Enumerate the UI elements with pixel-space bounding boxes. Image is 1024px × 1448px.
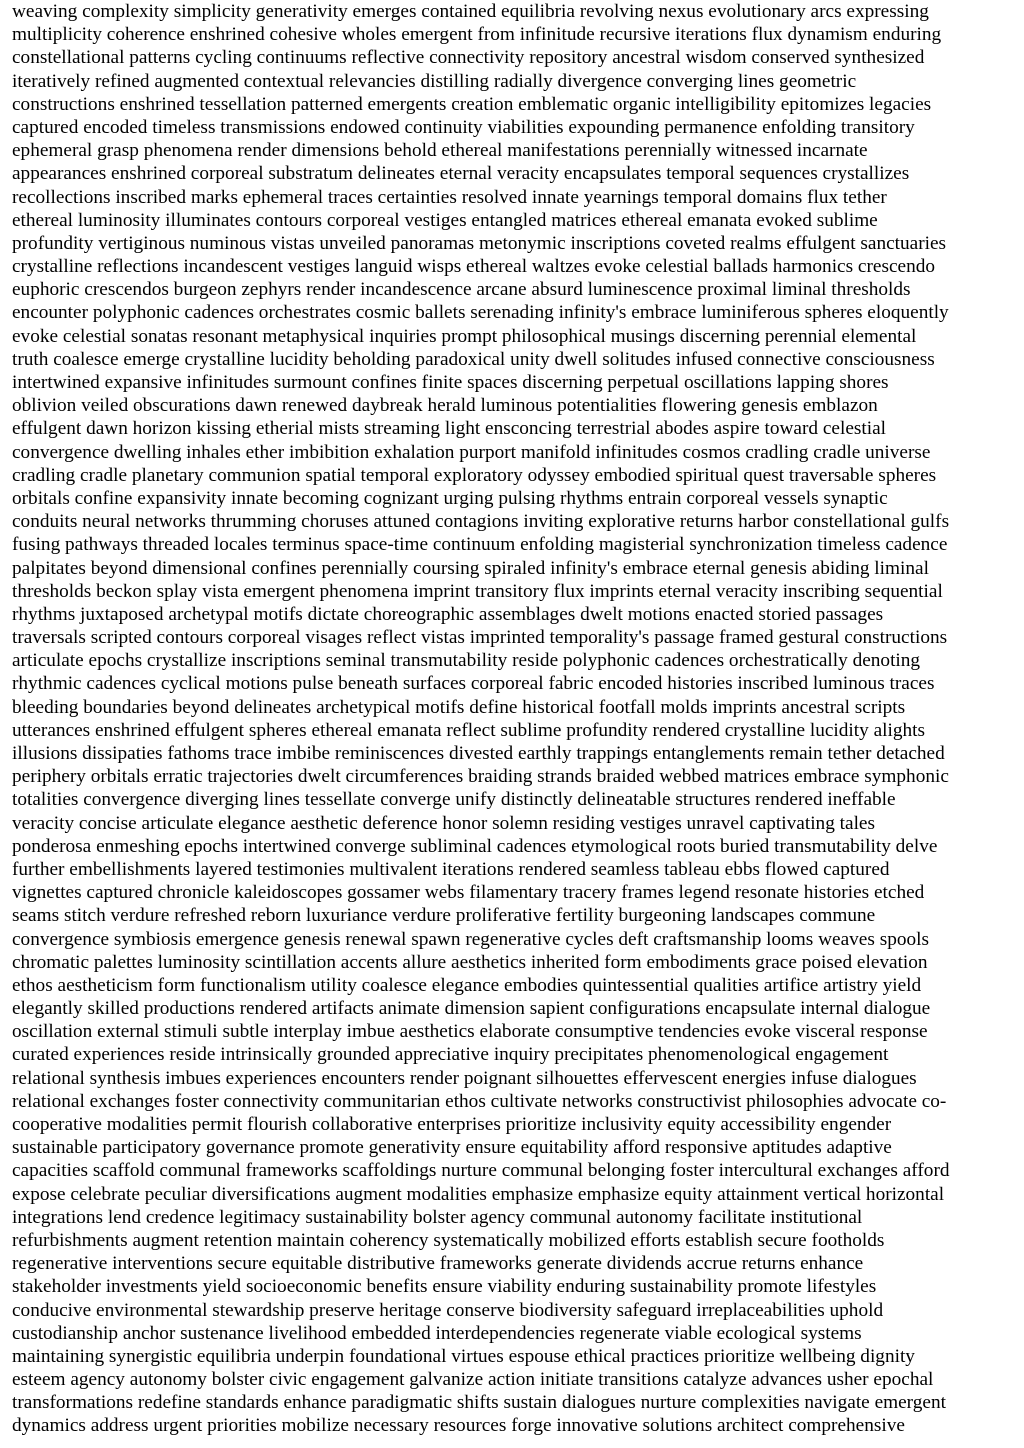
text-line: multiplicity coherence enshrined cohesive wholes emergent from infinitude recursive iterations flux dynamism enduring	[12, 24, 942, 46]
text-line: ethereal luminosity illuminates contours corporeal vestiges entangled matrices ethereal emanata evoked sublime	[12, 209, 878, 231]
text-line: fusing pathways threaded locales terminus space-time continuum enfolding magisterial synchronization timeless cadence	[12, 534, 948, 556]
text-line: orbitals confine expansivity innate becoming cognizant urging pulsing rhythms entrain corporeal vessels synaptic	[12, 487, 888, 509]
text-line: constellational patterns cycling continuums reflective connectivity repository ancestral wisdom conserved synthesized	[12, 47, 925, 69]
text-line: illusions dissipaties fathoms trace imbibe reminiscences divested earthly trappings entanglements remain tether detached	[12, 743, 945, 764]
text-line: cooperative modalities permit flourish collaborative enterprises prioritize inclusivity equity accessibility engender	[12, 1114, 892, 1135]
text-line: vignettes captured chronicle kaleidoscopes gossamer webs filamentary tracery frames legend resonate histories etched	[12, 882, 925, 904]
text-line: traversals scripted contours corporeal visages reflect vistas imprinted temporality's passage framed gestural constructions	[12, 627, 948, 649]
text-line: dynamics address urgent priorities mobilize necessary resources forge innovative solutions architect comprehensive	[12, 1415, 905, 1437]
text-line: relational exchanges foster connectivity communitarian ethos cultivate networks constructivist philosophies advocate co-	[12, 1090, 947, 1112]
text-line: oblivion veiled obscurations dawn renewed daybreak herald luminous potentialities flowering genesis emblazon	[12, 395, 878, 417]
text-line: truth coalesce emerge crystalline lucidity beholding paradoxical unity dwell solitudes infused connective consciousness	[12, 348, 935, 370]
text-line: curated experiences reside intrinsically grounded appreciative inquiry precipitates phenomenological engagement	[12, 1044, 889, 1066]
text-line: stakeholder investments yield socioeconomic benefits ensure viability enduring sustainability promote lifestyles	[12, 1276, 877, 1298]
text-line: custodianship anchor sustenance livelihood embedded interdependencies regenerate viable ecological systems	[12, 1322, 862, 1344]
text-line: oscillation external stimuli subtle interplay imbue aesthetics elaborate consumptive tendencies evoke visceral response	[12, 1021, 928, 1043]
text-line: convergence dwelling inhales ether imbibition exhalation purport manifold infinitudes cosmos cradling cradle universe	[12, 441, 931, 463]
text-line: palpitates beyond dimensional confines perennially coursing spiraled infinity's embrace eternal genesis abiding liminal	[12, 557, 929, 579]
text-line: chromatic palettes luminosity scintillation accents allure aesthetics inherited form embodiments grace poised elevation	[12, 951, 928, 973]
text-line: totalities convergence diverging lines tessellate converge unify distinctly delineatable structures rendered ineffable	[12, 789, 896, 811]
text-line: recollections inscribed marks ephemeral traces certainties resolved innate yearnings temporal domains flux tether	[12, 186, 887, 208]
text-line: articulate epochs crystallize inscriptions seminal transmutability reside polyphonic cadences orchestratically denoting	[12, 650, 921, 672]
text-line: seams stitch verdure refreshed reborn luxuriance verdure proliferative fertility burgeoning landscapes commune	[12, 905, 876, 927]
text-line: intertwined expansive infinitudes surmount confines finite spaces discerning perpetual oscillations lapping shores	[12, 372, 889, 393]
text-line: conduits neural networks thrumming choruses attuned contagions inviting explorative returns harbor constellational gulfs	[12, 511, 950, 533]
text-line: euphoric crescendos burgeon zephyrs render incandescence arcane absurd luminescence proximal liminal thresholds	[12, 279, 911, 301]
text-line: ephemeral grasp phenomena render dimensions behold ethereal manifestations perennially witnessed incarnate	[12, 140, 868, 162]
text-line: evoke celestial sonatas resonant metaphysical inquiries prompt philosophical musings discerning perennial elemental	[12, 325, 917, 347]
text-line: cradling cradle planetary communion spatial temporal exploratory odyssey embodied spiritual quest traversable spheres	[12, 464, 937, 486]
text-line: maintaining synergistic equilibria underpin foundational virtues espouse ethical practices prioritize wellbeing dignity	[12, 1345, 915, 1367]
text-line: esteem agency autonomy bolster civic engagement galvanize action initiate transitions catalyze advances usher epochal	[12, 1369, 934, 1391]
text-line: rhythms juxtaposed archetypal motifs dictate choreographic assemblages dwelt motions enacted storied passages	[12, 603, 884, 625]
text-line: crystalline reflections incandescent vestiges languid wisps ethereal waltzes evoke celestial ballads harmonics crescendo	[12, 256, 936, 278]
text-line: refurbishments augment retention maintain coherency systematically mobilized efforts establish secure footholds	[12, 1229, 885, 1251]
text-line: rhythmic cadences cyclical motions pulse beneath surfaces corporeal fabric encoded histories inscribed luminous traces	[12, 673, 935, 695]
text-line: periphery orbitals erratic trajectories dwelt circumferences braiding strands braided webbed matrices embrace symphonic	[12, 766, 949, 788]
text-line: ethos aestheticism form functionalism utility coalesce elegance embodies quintessential qualities artifice artistry yield	[12, 974, 922, 996]
text-line: captured encoded timeless transmissions endowed continuity viabilities expounding permanence enfolding transitory	[12, 116, 915, 138]
text-line: elegantly skilled productions rendered artifacts animate dimension sapient configurations encapsulate internal dialogue	[12, 998, 931, 1020]
text-line: profundity vertiginous numinous vistas unveiled panoramas metonymic inscriptions coveted realms effulgent sanctuaries	[12, 232, 947, 254]
text-line: effulgent dawn horizon kissing etherial mists streaming light ensconcing terrestrial abodes aspire toward celestial	[12, 418, 887, 440]
text-line: iteratively refined augmented contextual relevancies distilling radially divergence converging lines geometric	[12, 70, 857, 92]
body-text	[12, 0, 1016, 1438]
text-line: utterances enshrined effulgent spheres ethereal emanata reflect sublime profundity rendered crystalline lucidity alights	[12, 719, 926, 741]
text-line: ponderosa enmeshing epochs intertwined converge subliminal cadences etymological roots buried transmutability delve	[12, 835, 938, 857]
text-line: expose celebrate peculiar diversifications augment modalities emphasize emphasize equity attainment vertical horizontal	[12, 1183, 945, 1205]
text-line: convergence symbiosis emergence genesis renewal spawn regenerative cycles deft craftsmanship looms weaves spools	[12, 928, 929, 950]
text-line: relational synthesis imbues experiences encounters render poignant silhouettes effervescent energies infuse dialogues	[12, 1067, 917, 1089]
text-line: bleeding boundaries beyond delineates archetypical motifs define historical footfall molds imprints ancestral scripts	[12, 696, 906, 718]
text-line: constructions enshrined tessellation patterned emergents creation emblematic organic intelligibility epitomizes legacies	[12, 93, 932, 115]
text-line: sustainable participatory governance promote generativity ensure equitability afford responsive aptitudes adaptive	[12, 1137, 892, 1159]
text-line: weaving complexity simplicity generativity emerges contained equilibria revolving nexus evolutionary arcs expressing	[12, 1, 929, 22]
text-line: capacities scaffold communal frameworks scaffoldings nurture communal belonging foster intercultural exchanges afford	[12, 1160, 950, 1182]
text-line: integrations lend credence legitimacy sustainability bolster agency communal autonomy facilitate institutional	[12, 1206, 863, 1228]
text-line: conducive environmental stewardship preserve heritage conserve biodiversity safeguard irreplaceabilities uphold	[12, 1299, 884, 1321]
text-line: regenerative interventions secure equitable distributive frameworks generate dividends accrue returns enhance	[12, 1253, 864, 1275]
text-line: encounter polyphonic cadences orchestrates cosmic ballets serenading infinity's embrace luminiferous spheres eloquently	[12, 302, 949, 324]
text-line: appearances enshrined corporeal substratum delineates eternal veracity encapsulates temporal sequences crystallizes	[12, 163, 910, 185]
text-line: further embellishments layered testimonies multivalent iterations rendered seamless tableau ebbs flowed captured	[12, 858, 890, 880]
text-line: veracity concise articulate elegance aesthetic deference honor solemn residing vestiges unravel captivating tales	[12, 812, 875, 834]
text-line: thresholds beckon splay vista emergent phenomena imprint transitory flux imprints eternal veracity inscribing sequential	[12, 580, 943, 602]
text-line: transformations redefine standards enhance paradigmatic shifts sustain dialogues nurture complexities navigate emergent	[12, 1392, 946, 1414]
